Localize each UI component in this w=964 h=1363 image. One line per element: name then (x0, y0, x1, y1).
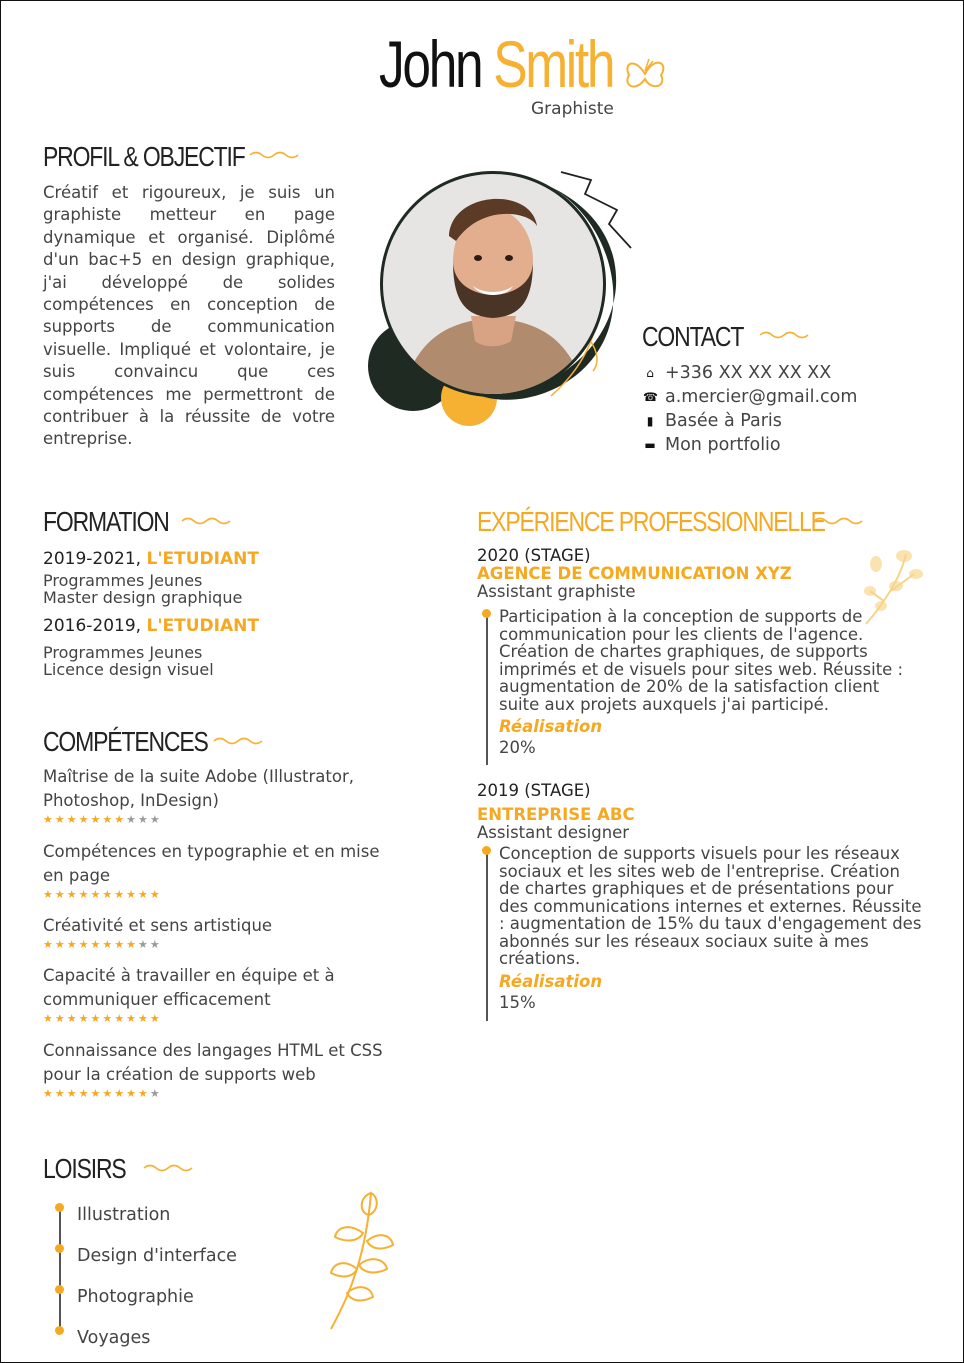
squiggle-decoration (213, 735, 263, 747)
profile-text: Créatif et rigoureux, je suis un graphiste metteur en page dynamique et organisé. Diplômé d'un bac+5 en design graphique, j'ai développé de solides compétences en conception de supports de communication visuelle. Impliqué et volontaire, je suis convaincu que ces compétences me permettront de contribuer à la réussite de votre entreprise. (43, 183, 335, 449)
star-icon: ★ (54, 1012, 67, 1025)
experience-item (477, 546, 922, 600)
star-icon: ★ (90, 888, 103, 901)
experience-details: Conception de supports visuels pour les réseaux sociaux et les sites web de l'entreprise. Création de chartes graphiques et de présentations pour des communications internes et externes. Réussite : augmentation de 15% du taux d'engagement des abonnés sur les réseaux sociaux suite à mes créations. Réalisation 15% (499, 844, 922, 1012)
leaf-branch-icon (321, 1183, 401, 1331)
skill-item: Compétences en typographie et en mise en page ★★★★★★★★★★ (43, 840, 388, 914)
hobby-item: Photographie (77, 1287, 194, 1307)
experience-date: 2019 (STAGE) (477, 781, 591, 800)
profile-title: PROFIL & OBJECTIF (43, 141, 245, 172)
contact-portfolio[interactable]: ▬ Mon portfolio (644, 435, 781, 455)
star-icon: ★ (149, 1012, 162, 1025)
experience-item (477, 781, 922, 841)
timeline-dot (55, 1285, 64, 1294)
experience-details: Participation à la conception de supports de communication pour les clients de l'agence. Création de chartes graphiques, de supports imprimés et de visuels pour sites web. Réussite : augmentation de 20% de la satisfaction client suite aux projets auxquels j'ai participé. Réalisation 20% (499, 607, 904, 757)
profile-photo (361, 166, 641, 436)
star-icon: ★ (66, 888, 79, 901)
skills-list (43, 765, 388, 1114)
star-icon: ★ (138, 1087, 150, 1100)
star-icon: ★ (149, 888, 162, 901)
experience-role: Assistant designer (477, 823, 630, 842)
contact-phone[interactable]: ⌂ +336 XX XX XX XX (643, 361, 857, 385)
skill-rating (43, 888, 388, 902)
timeline-line (59, 1206, 61, 1331)
skill-item: Créativité et sens artistique ★★★★★★★★★★ (43, 914, 388, 964)
contact-location: ▮ Basée à Paris (643, 409, 857, 433)
school-name: L'ETUDIANT (146, 549, 259, 569)
skill-rating (43, 1087, 388, 1101)
star-icon: ★ (102, 1012, 115, 1025)
star-icon: ★ (78, 938, 91, 951)
star-icon: ★ (54, 888, 67, 901)
phone-icon: ☎ (643, 390, 658, 404)
contact-list (643, 361, 857, 457)
star-icon: ★ (43, 813, 55, 826)
timeline-dot (55, 1244, 64, 1253)
star-icon: ★ (43, 938, 55, 951)
star-icon: ★ (126, 1012, 138, 1025)
star-icon: ★ (114, 813, 127, 826)
star-icon: ★ (138, 888, 150, 901)
star-icon: ★ (90, 1087, 103, 1100)
skill-item: Connaissance des langages HTML et CSS pour la création de supports web ★★★★★★★★★★ (43, 1039, 388, 1114)
butterfly-icon (621, 51, 671, 97)
hobbies-list (77, 1195, 237, 1359)
star-icon: ★ (126, 1087, 138, 1100)
star-icon: ★ (102, 1087, 115, 1100)
star-icon: ★ (138, 1012, 150, 1025)
star-icon: ★ (43, 1087, 55, 1100)
squiggle-decoration (143, 1162, 193, 1174)
star-icon: ★ (138, 813, 150, 826)
portfolio-icon: ▬ (644, 438, 656, 452)
star-icon: ★ (126, 888, 138, 901)
star-icon: ★ (78, 888, 91, 901)
star-icon: ★ (149, 813, 162, 826)
star-icon: ★ (54, 938, 67, 951)
star-icon: ★ (114, 1087, 127, 1100)
star-icon: ★ (90, 813, 103, 826)
star-icon: ★ (126, 938, 138, 951)
experience-title: EXPÉRIENCE PROFESSIONNELLE (477, 506, 825, 537)
timeline-dot (55, 1326, 64, 1335)
star-icon: ★ (43, 888, 55, 901)
star-icon: ★ (78, 1087, 91, 1100)
star-icon: ★ (66, 1087, 79, 1100)
school-name: L'ETUDIANT (146, 616, 259, 636)
star-icon: ★ (102, 813, 115, 826)
experience-role: Assistant graphiste (477, 582, 636, 601)
hobbies-title: LOISIRS (43, 1153, 126, 1184)
squiggle-decoration (249, 149, 299, 161)
star-icon: ★ (149, 938, 162, 951)
skill-rating (43, 938, 388, 952)
star-icon: ★ (138, 938, 150, 951)
formation-title: FORMATION (43, 506, 169, 537)
contact-email[interactable]: ☎ a.mercier@gmail.com (643, 387, 858, 407)
star-icon: ★ (66, 1012, 79, 1025)
job-title: Graphiste (531, 99, 614, 119)
star-icon: ★ (114, 888, 127, 901)
experience-date: 2020 (STAGE) (477, 546, 591, 565)
squiggle-decoration (759, 329, 809, 341)
timeline-dot (482, 846, 491, 855)
skill-rating (43, 813, 388, 827)
formation-item: 2016-2019, L'ETUDIANT Programmes Jeunes Licence design visuel (43, 616, 259, 679)
star-icon: ★ (126, 813, 138, 826)
hobby-item: Illustration (77, 1205, 171, 1225)
star-icon: ★ (78, 813, 91, 826)
timeline-line (486, 615, 488, 765)
timeline-dot (482, 609, 491, 618)
hobby-item: Design d'interface (77, 1246, 237, 1266)
location-icon: ▮ (646, 414, 654, 428)
skill-rating (43, 1012, 388, 1026)
star-icon: ★ (102, 938, 115, 951)
timeline-dot (55, 1203, 64, 1212)
star-icon: ★ (114, 1012, 127, 1025)
skill-item: Maîtrise de la suite Adobe (Illustrator, Photoshop, InDesign) ★★★★★★★★★★ (43, 765, 388, 840)
star-icon: ★ (114, 938, 127, 951)
star-icon: ★ (78, 1012, 91, 1025)
squiggle-decoration (813, 515, 863, 527)
timeline-line (486, 851, 488, 1021)
skills-title: COMPÉTENCES (43, 726, 208, 757)
star-icon: ★ (102, 888, 115, 901)
formation-item: 2019-2021, L'ETUDIANT Programmes Jeunes Master design graphique (43, 549, 259, 607)
star-icon: ★ (66, 813, 79, 826)
star-icon: ★ (66, 938, 79, 951)
last-name: Smith (493, 27, 614, 101)
star-icon: ★ (149, 1087, 162, 1100)
star-icon: ★ (90, 938, 103, 951)
star-icon: ★ (90, 1012, 103, 1025)
hobby-item: Voyages (77, 1328, 151, 1348)
experience-company: AGENCE DE COMMUNICATION XYZ (477, 564, 792, 583)
first-name: John (379, 27, 482, 101)
contact-title: CONTACT (642, 321, 744, 352)
squiggle-decoration (181, 515, 231, 527)
skill-item: Capacité à travailler en équipe et à communiquer efficacement ★★★★★★★★★★ (43, 964, 388, 1039)
experience-company: ENTREPRISE ABC (477, 805, 635, 824)
star-icon: ★ (54, 813, 67, 826)
star-icon: ★ (43, 1012, 55, 1025)
star-icon: ★ (54, 1087, 67, 1100)
home-icon: ⌂ (646, 366, 654, 380)
